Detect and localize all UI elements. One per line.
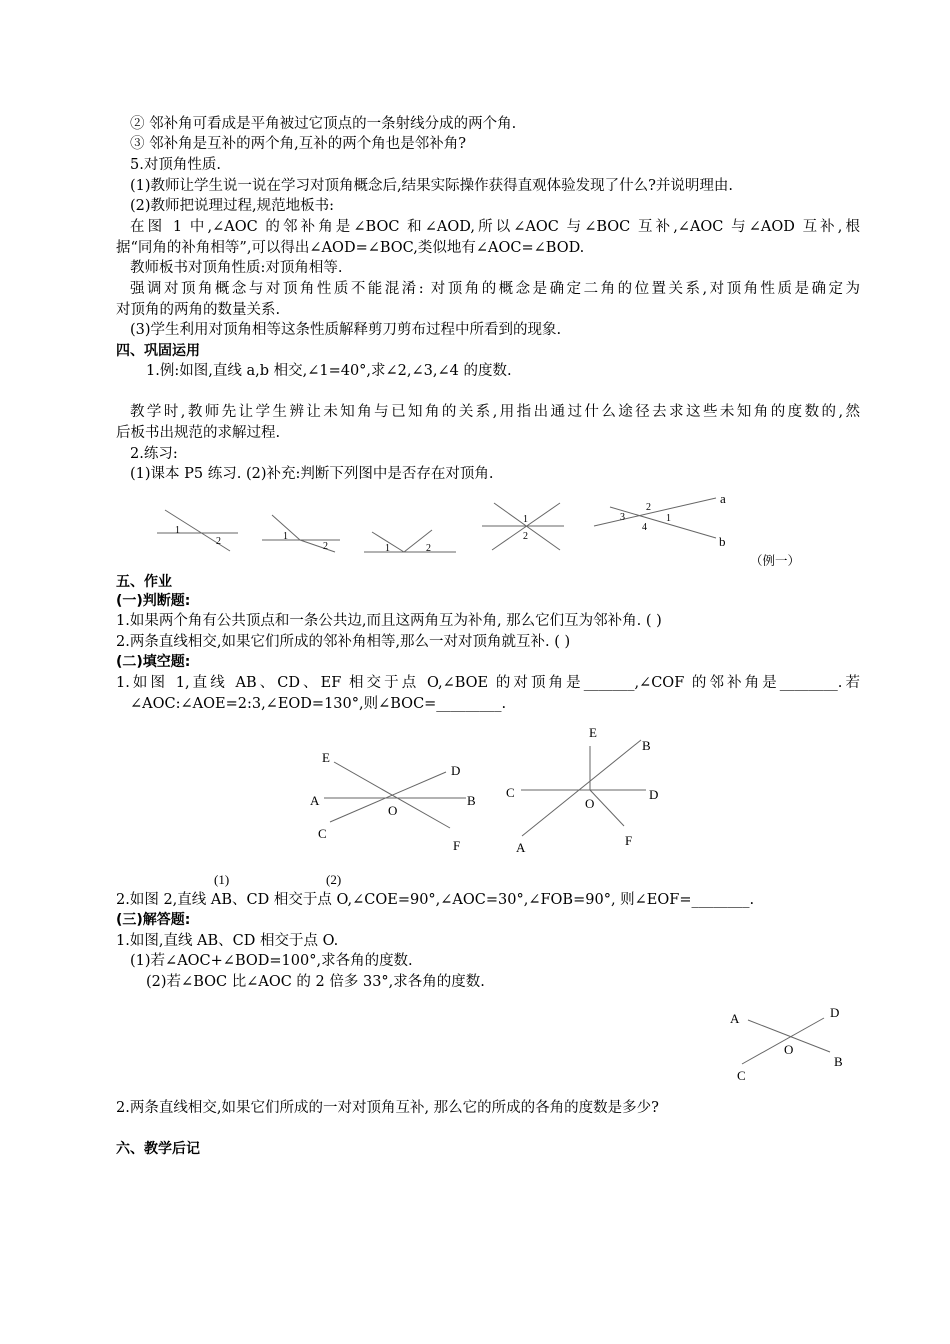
example-caption: （例一） xyxy=(750,553,801,568)
point-label: O xyxy=(784,1042,794,1057)
text-line: 在图 1 中,∠AOC 的邻补角是∠BOC 和∠AOD,所以∠AOC 与∠BOC 互补,∠AOC 与∠AOD 互补,根 xyxy=(130,219,860,235)
section-heading: 五、作业 xyxy=(116,574,172,590)
point-label: E xyxy=(322,750,330,765)
text-line: 后板书出规范的求解过程. xyxy=(116,425,281,441)
point-label: O xyxy=(388,803,398,818)
angle-label: 2 xyxy=(426,543,431,554)
point-label: A xyxy=(730,1011,740,1026)
angle-label: 2 xyxy=(323,541,328,552)
line-label-b: b xyxy=(719,534,726,549)
text-line: 2.练习: xyxy=(130,446,178,462)
angle-label: 2 xyxy=(646,502,651,513)
point-label: D xyxy=(451,763,461,778)
figure-caption: (1) xyxy=(214,872,230,887)
text-line: (1)若∠AOC+∠BOD=100°,求各角的度数. xyxy=(130,953,413,969)
text-line: 1.如图,直线 AB、CD 相交于点 O. xyxy=(116,933,339,949)
section-heading: 六、教学后记 xyxy=(116,1141,200,1157)
subsection-heading: (二)填空题: xyxy=(116,654,191,670)
text-line: 教师板书对顶角性质:对顶角相等. xyxy=(130,260,343,276)
text-line: 2.如图 2,直线 AB、CD 相交于点 O,∠COE=90°,∠AOC=30°,∠FOB=90°, 则∠EOF=________. xyxy=(116,892,755,908)
angle-label: 1 xyxy=(666,513,671,524)
line xyxy=(300,540,335,552)
subsection-heading: (三)解答题: xyxy=(116,912,191,928)
angle-label: 1 xyxy=(523,514,528,525)
text-line: 2.两条直线相交,如果它们所成的邻补角相等,那么一对对顶角就互补. ( ) xyxy=(116,634,571,650)
point-label: B xyxy=(834,1054,843,1069)
figure-3 xyxy=(742,1018,830,1064)
text-line: ③ 邻补角是互补的两个角,互补的两个角也是邻补角? xyxy=(130,136,466,152)
point-label: C xyxy=(506,785,515,800)
angle-label: 2 xyxy=(523,531,528,542)
text-line: (1)教师让学生说一说在学习对顶角概念后,结果实际操作获得直观体验发现了什么?并说明理由. xyxy=(130,178,734,194)
text-line: 1.如果两个角有公共顶点和一条公共边,而且这两角互为补角, 那么它们互为邻补角. ( ) xyxy=(116,613,662,629)
figure-3-labels xyxy=(730,1005,843,1083)
figure-caption: (2) xyxy=(326,872,342,887)
line-CD xyxy=(742,1018,824,1064)
text-line: 1.如图 1,直线 AB、CD、EF 相交于点 O,∠BOE 的对顶角是_______,∠COF 的邻补角是________.若 xyxy=(116,675,860,691)
text-line: (2)若∠BOC 比∠AOC 的 2 倍多 33°,求各角的度数. xyxy=(146,974,485,990)
point-label: F xyxy=(625,833,633,848)
figure-1 xyxy=(324,762,466,828)
text-line: (1)课本 P5 练习. (2)补充:判断下列图中是否存在对顶角. xyxy=(130,466,494,482)
text-line: ∠AOC:∠AOE=2:3,∠EOD=130°,则∠BOC=_________. xyxy=(130,696,507,712)
text-line: ② 邻补角可看成是平角被过它顶点的一条射线分成的两个角. xyxy=(130,116,517,132)
angle-label: 4 xyxy=(642,522,647,533)
angle-label: 1 xyxy=(283,531,288,542)
point-label: F xyxy=(453,838,461,853)
text-line: 1.例:如图,直线 a,b 相交,∠1=40°,求∠2,∠3,∠4 的度数. xyxy=(146,363,512,379)
line-a xyxy=(594,498,716,526)
angle-label: 2 xyxy=(216,536,221,547)
point-label: B xyxy=(467,793,476,808)
text-line: 据“同角的补角相等”,可以得出∠AOD=∠BOC,类似地有∠AOC=∠BOD. xyxy=(116,240,585,256)
line-AB xyxy=(522,740,641,836)
figure-2 xyxy=(521,740,646,836)
text-line: (3)学生利用对顶角相等这条性质解释剪刀剪布过程中所看到的现象. xyxy=(130,322,562,338)
figure-1-labels xyxy=(310,750,476,853)
text-line: 5.对顶角性质. xyxy=(130,157,221,173)
practice-labels xyxy=(175,502,671,554)
text-line: 对顶角的两角的数量关系. xyxy=(116,302,281,318)
point-label: C xyxy=(318,826,327,841)
point-label: C xyxy=(737,1068,746,1083)
section-heading: 四、巩固运用 xyxy=(116,343,200,359)
ray-OF xyxy=(590,790,624,826)
angle-label: 1 xyxy=(385,543,390,554)
text-line: 2.两条直线相交,如果它们所成的一对对顶角互补, 那么它的所成的各角的度数是多少? xyxy=(116,1100,659,1116)
line-label-a: a xyxy=(720,491,726,506)
point-label: B xyxy=(642,738,651,753)
point-label: D xyxy=(830,1005,840,1020)
point-label: A xyxy=(516,840,526,855)
point-label: A xyxy=(310,793,320,808)
line-b xyxy=(610,507,716,538)
point-label: O xyxy=(585,796,595,811)
text-line: 强调对顶角概念与对顶角性质不能混淆: 对顶角的概念是确定二角的位置关系,对顶角性质是确定为 xyxy=(130,281,860,297)
angle-label: 3 xyxy=(620,512,625,523)
point-label: E xyxy=(589,725,597,740)
practice-figures xyxy=(157,498,716,552)
angle-label: 1 xyxy=(175,525,180,536)
point-label: D xyxy=(649,787,659,802)
subsection-heading: (一)判断题: xyxy=(116,593,191,609)
text-line: 教学时,教师先让学生辨让未知角与已知角的关系,用指出通过什么途径去求这些未知角的度数的,然 xyxy=(130,404,860,420)
text-line: (2)教师把说理过程,规范地板书: xyxy=(130,198,335,214)
